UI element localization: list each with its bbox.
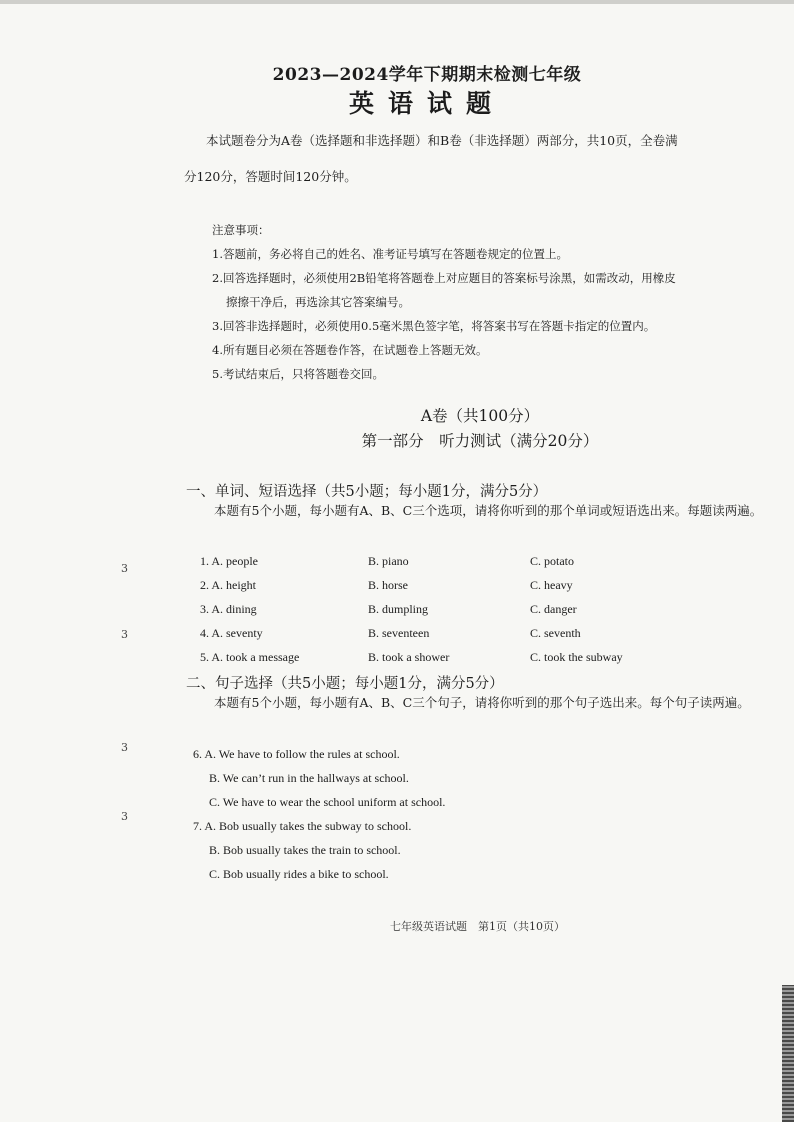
option-b: B. took a shower [368, 650, 450, 664]
option-a: 5. A. took a message [200, 650, 300, 664]
part1-title: 第一部分 听力测试（满分20分） [361, 432, 599, 450]
intro-line2: 分120分，答题时间120分钟。 [184, 169, 357, 184]
notes-item: 2.回答选择题时，必须使用2B铅笔将答题卷上对应题目的答案标号涂黑，如需改动，用橡皮 [212, 271, 676, 285]
option-b: B. seventeen [368, 626, 430, 640]
notes-block [212, 218, 782, 386]
exam-title: 2023—2024学年下期期末检测七年级 [272, 65, 582, 85]
question-7-option-c: C. Bob usually rides a bike to school. [209, 867, 389, 881]
notes-item: 3.回答非选择题时，必须使用0.5毫米黑色签字笔，将答案书写在答题卡指定的位置内。 [212, 319, 656, 333]
section2-heading: 二、句子选择（共5小题；每小题1分，满分5分） [186, 676, 504, 692]
section2-desc: 本题有5个小题，每小题有A、B、C三个句子，请将你听到的那个句子选出来。每个句子读两遍。 [214, 695, 750, 710]
option-a: 2. A. height [200, 578, 256, 592]
option-a: 1. A. people [200, 554, 258, 568]
question-6-option-c: C. We have to wear the school uniform at school. [209, 795, 446, 809]
margin-mark: 3 [121, 628, 128, 641]
intro-line1: 本试题卷分为A卷（选择题和非选择题）和B卷（非选择题）两部分，共10页，全卷满 [206, 133, 678, 148]
notes-item: 1.答题前，务必将自己的姓名、准考证号填写在答题卷规定的位置上。 [212, 247, 568, 261]
option-a: 3. A. dining [200, 602, 257, 616]
question-6-option-a: 6. A. We have to follow the rules at school. [193, 747, 400, 761]
notes-item: 5.考试结束后，只将答题卷交回。 [212, 367, 384, 381]
notes-item: 4.所有题目必须在答题卷作答，在试题卷上答题无效。 [212, 343, 488, 357]
page-footer: 七年级英语试题 第1页（共10页） [390, 920, 565, 933]
scan-right-edge [782, 985, 794, 1122]
section1-desc: 本题有5个小题，每小题有A、B、C三个选项，请将你听到的那个单词或短语选出来。每题读两遍。 [214, 503, 763, 518]
paper-a-title: A卷（共100分） [420, 407, 540, 425]
option-b: B. dumpling [368, 602, 429, 616]
option-c: C. took the subway [530, 650, 623, 664]
scan-top-edge [0, 0, 794, 4]
option-c: C. heavy [530, 578, 573, 592]
option-a: 4. A. seventy [200, 626, 263, 640]
option-b: B. piano [368, 554, 409, 568]
notes-heading: 注意事项： [212, 223, 270, 237]
margin-mark: 3 [121, 562, 128, 575]
notes-item-continuation: 擦擦干净后，再选涂其它答案编号。 [226, 295, 410, 309]
option-c: C. danger [530, 602, 577, 616]
option-c: C. potato [530, 554, 574, 568]
margin-mark: 3 [121, 810, 128, 823]
question-7-option-a: 7. A. Bob usually takes the subway to school. [193, 819, 412, 833]
option-c: C. seventh [530, 626, 581, 640]
margin-mark: 3 [121, 741, 128, 754]
section1-heading: 一、单词、短语选择（共5小题；每小题1分，满分5分） [186, 484, 548, 500]
option-b: B. horse [368, 578, 408, 592]
exam-subject-title: 英语试题 [348, 89, 505, 118]
question-6-option-b: B. We can’t run in the hallways at school. [209, 771, 409, 785]
question-7-option-b: B. Bob usually takes the train to school. [209, 843, 401, 857]
